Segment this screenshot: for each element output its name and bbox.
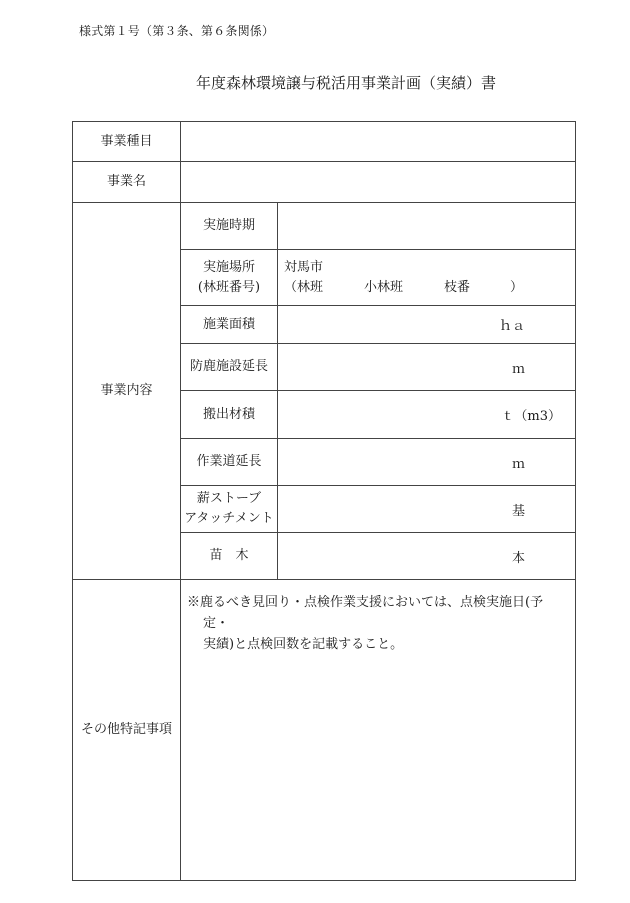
business-content-label: 事業内容 bbox=[73, 203, 181, 580]
period-field[interactable] bbox=[278, 203, 576, 250]
place-label-line1: 実施場所 bbox=[202, 259, 255, 275]
area-unit[interactable]: ｈａ bbox=[278, 306, 576, 344]
stove-label-line2: アタッチメント bbox=[184, 511, 274, 526]
row-other-notes bbox=[73, 580, 576, 881]
business-name-label: 事業名 bbox=[73, 162, 181, 203]
plan-form-table bbox=[72, 121, 576, 881]
seedling-label: 苗 木 bbox=[181, 533, 278, 580]
other-notes-field[interactable] bbox=[181, 580, 576, 881]
form-number: 様式第１号（第３条、第６条関係） bbox=[79, 24, 275, 38]
place-close: ） bbox=[510, 279, 524, 295]
period-label: 実施時期 bbox=[181, 203, 278, 250]
area-label: 施業面積 bbox=[181, 306, 278, 344]
stove-label bbox=[181, 486, 278, 533]
notes-text bbox=[187, 592, 567, 655]
row-business-type bbox=[73, 122, 576, 162]
business-name-field[interactable] bbox=[181, 162, 576, 203]
stove-unit[interactable]: 基 bbox=[278, 486, 576, 533]
road-unit[interactable]: ｍ bbox=[278, 439, 576, 486]
document-title-text: 年度森林環境譲与税活用事業計画（実績）書 bbox=[195, 74, 496, 92]
notes-line2: 実績)と点検回数を記載すること。 bbox=[203, 637, 404, 652]
place-label-line2: (林班番号) bbox=[197, 279, 261, 295]
row-period bbox=[73, 203, 576, 250]
timber-label: 搬出材積 bbox=[181, 391, 278, 439]
business-type-label: 事業種目 bbox=[73, 122, 181, 162]
business-type-field[interactable] bbox=[181, 122, 576, 162]
place-label bbox=[181, 250, 278, 306]
document-title bbox=[0, 72, 630, 93]
place-compartment: （林班 bbox=[284, 279, 324, 295]
place-branch: 枝番 bbox=[444, 279, 471, 295]
place-compartment-row bbox=[284, 278, 575, 298]
deer-fence-unit[interactable]: ｍ bbox=[278, 344, 576, 391]
other-notes-label: その他特記事項 bbox=[73, 580, 181, 881]
road-label: 作業道延長 bbox=[181, 439, 278, 486]
place-field[interactable] bbox=[278, 250, 576, 306]
row-business-name bbox=[73, 162, 576, 203]
seedling-unit[interactable]: 本 bbox=[278, 533, 576, 580]
timber-unit[interactable]: ｔ（m3） bbox=[278, 391, 576, 439]
stove-label-line1: 薪ストーブ bbox=[196, 491, 262, 506]
place-city: 対馬市 bbox=[284, 259, 324, 275]
notes-line1: ※鹿るべき見回り・点検作業支援においては、点検実施日(予定・ bbox=[187, 595, 544, 631]
place-sub-compartment: 小林班 bbox=[364, 279, 404, 295]
deer-fence-label: 防鹿施設延長 bbox=[181, 344, 278, 391]
